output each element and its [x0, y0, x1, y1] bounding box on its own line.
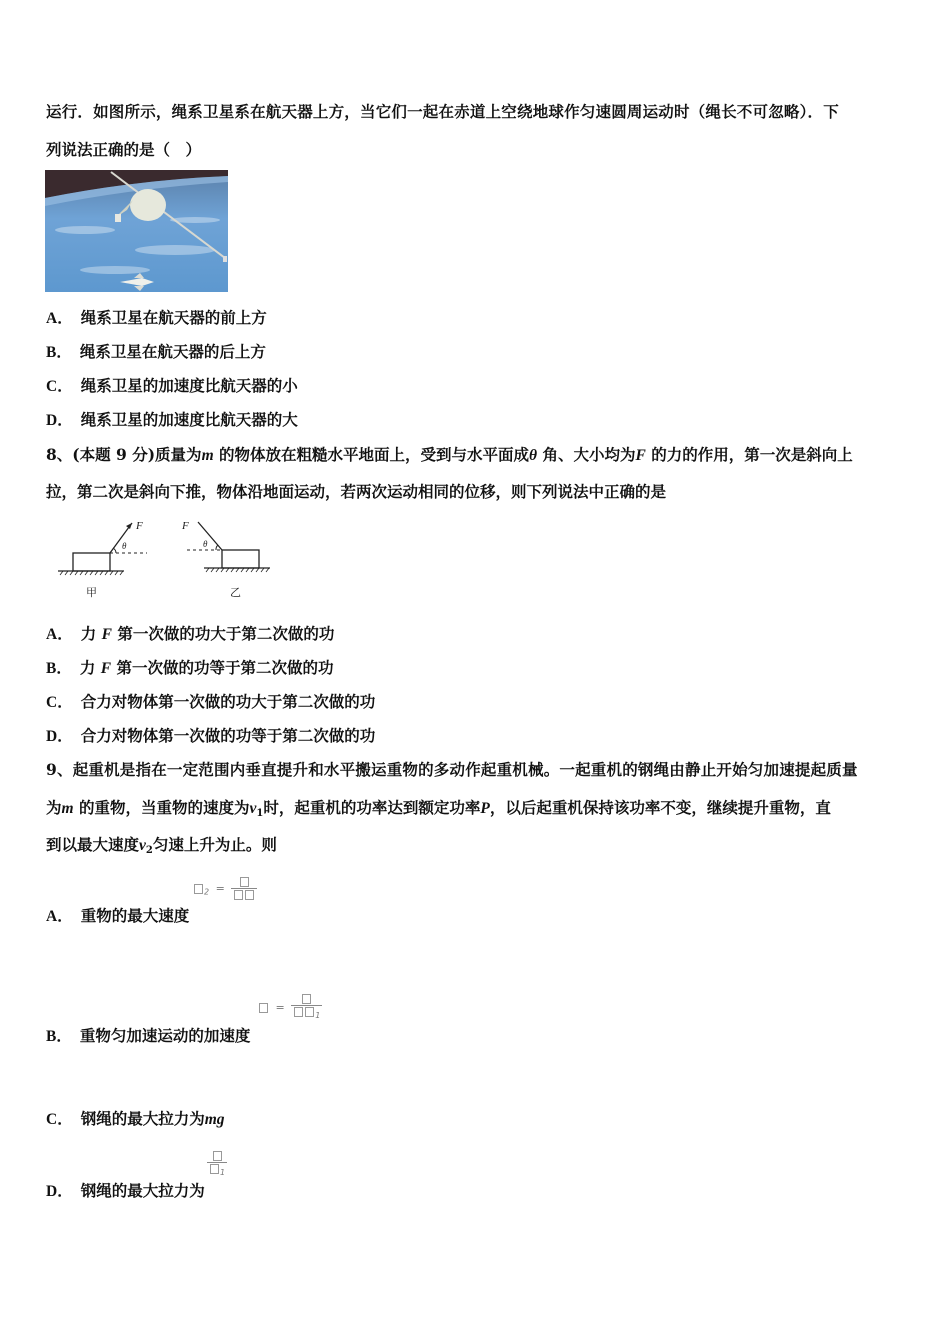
q9-stem-line3 [46, 835, 277, 861]
formula-subscript: 1 [220, 1168, 226, 1177]
q9-option-b [46, 1026, 250, 1047]
stem-text: 的重物，当重物的速度为 [73, 798, 250, 817]
option-text: 钢绳的最大拉力为 [80, 1181, 205, 1200]
option-label: D． [46, 412, 73, 429]
question-score: (本题 9 分) [72, 445, 156, 464]
formula-max-velocity [193, 876, 257, 901]
fraction [207, 1150, 227, 1179]
q7-option-c [46, 376, 298, 397]
option-label: C． [46, 378, 73, 395]
var-theta: θ [529, 447, 538, 464]
var-m: m [61, 800, 74, 817]
option-label: A． [46, 310, 73, 327]
option-label: C． [46, 694, 73, 711]
stem-text: 匀速上升为止。则 [152, 835, 277, 854]
option-label: B． [46, 1028, 72, 1045]
stem-text: 起重机是指在一定范围内垂直提升和水平搬运重物的多动作起重机械。一起重机的钢绳由静止开始匀加速提起质量 [72, 760, 858, 779]
q8-stem-line2: 拉，第二次是斜向下推，物体沿地面运动，若两次运动相同的位移，则下列说法中正确的是 [46, 482, 667, 501]
formula-max-tension [207, 1150, 227, 1179]
option-label: C． [46, 1111, 73, 1128]
option-label: A． [46, 626, 73, 643]
option-label: D． [46, 728, 73, 745]
placeholder-glyph [259, 1003, 268, 1013]
formula-subscript: 1 [315, 1011, 321, 1020]
option-text: 钢绳的最大拉力为 [80, 1109, 205, 1128]
var-v2: v [139, 837, 146, 854]
option-text: 重物匀加速运动的加速度 [79, 1026, 251, 1045]
subscript-1: 1 [256, 808, 264, 819]
var-mg: mg [204, 1111, 225, 1128]
q8-option-a [46, 624, 334, 645]
q9-option-d [46, 1181, 205, 1202]
fraction [231, 876, 257, 901]
stem-text: 角、大小均为 [537, 445, 636, 464]
q7-stem-line2: 列说法正确的是（ ） [46, 140, 202, 159]
equals-sign: = [275, 1000, 285, 1014]
q9-stem-line2 [46, 798, 831, 824]
q7-option-a [46, 308, 267, 329]
var-F: F [635, 447, 646, 464]
q9-option-a [46, 906, 189, 927]
formula-subscript: 2 [204, 887, 210, 897]
q8-option-c [46, 692, 375, 713]
var-F: F [100, 660, 112, 677]
angle-label-right: θ [203, 539, 208, 549]
force-label-left: F [136, 520, 143, 532]
option-text: 绳系卫星在航天器的后上方 [79, 342, 266, 361]
force-label-right: F [182, 520, 189, 532]
option-label: D． [46, 1183, 73, 1200]
q8-option-d [46, 726, 375, 747]
fraction [291, 993, 322, 1022]
var-F: F [101, 626, 112, 643]
question-number: 9、 [46, 760, 73, 779]
q8-stem-line1 [46, 445, 853, 466]
option-label: A． [46, 908, 73, 925]
stem-text: 的物体放在粗糙水平地面上，受到与水平面成 [213, 445, 530, 464]
force-diagram [52, 515, 282, 605]
equals-sign: = [215, 881, 225, 895]
option-label: B． [46, 344, 72, 361]
var-P: P [480, 800, 490, 817]
q7-option-d [46, 410, 298, 431]
stem-text: 为 [46, 798, 62, 817]
var-v1: v [249, 800, 257, 817]
q7-stem-line1: 运行．如图所示，绳系卫星系在航天器上方，当它们一起在赤道上空绕地球作匀速圆周运动时（绳长不可忽略）．下 [46, 102, 839, 121]
stem-text: 时，起重机的功率达到额定功率 [263, 798, 481, 817]
subscript-2: 2 [145, 845, 153, 856]
q9-option-c [46, 1109, 225, 1130]
option-text: 重物的最大速度 [80, 906, 190, 925]
q9-stem-line1 [46, 760, 858, 780]
stem-text: 的力的作用，第一次是斜向上 [645, 445, 853, 464]
question-number: 8、 [46, 445, 73, 464]
option-text: 第一次做的功等于第二次做的功 [111, 658, 334, 677]
q8-option-b [46, 658, 334, 679]
option-text: 绳系卫星的加速度比航天器的大 [80, 410, 298, 429]
q7-option-b [46, 342, 266, 363]
option-text: 合力对物体第一次做的功等于第二次做的功 [80, 726, 376, 745]
caption-jia: 甲 [86, 586, 97, 599]
stem-text: 质量为 [155, 445, 202, 464]
angle-label-left: θ [122, 541, 127, 551]
stem-text: ，以后起重机保持该功率不变，继续提升重物，直 [489, 798, 831, 817]
option-text: 第一次做的功大于第二次做的功 [111, 624, 335, 643]
var-m: m [201, 447, 214, 464]
tethered-satellite-photo [45, 170, 228, 292]
option-text: 力 [80, 624, 102, 643]
option-text: 绳系卫星的加速度比航天器的小 [80, 376, 298, 395]
caption-yi: 乙 [230, 586, 241, 599]
stem-text: 到以最大速度 [46, 835, 140, 854]
option-text: 力 [79, 658, 101, 677]
option-label: B． [46, 660, 72, 677]
option-text: 合力对物体第一次做的功大于第二次做的功 [80, 692, 376, 711]
placeholder-glyph [194, 884, 203, 894]
option-text: 绳系卫星在航天器的前上方 [80, 308, 267, 327]
formula-acceleration [258, 993, 322, 1022]
